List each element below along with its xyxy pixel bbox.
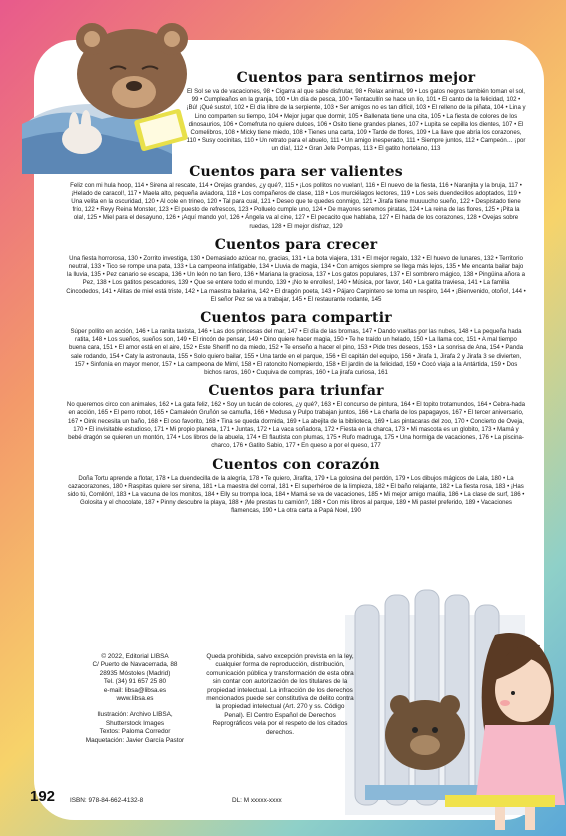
publisher-credits: [70, 653, 200, 745]
section-story-list: El Sol se va de vacaciones, 98 • Cigarra al que sabe disfrutar, 98 • Relax animal, 99 • Los gatos negros también toman el sol, 99 • Cumpleaños en la granja, 100 • Un día de pesca, 100 • Tentacullín se hace un lío, 101 • El canto de la felicidad, 102 • ¡Bú! ¡Qué susto!, 102 • El día libre de la serpiente, 103 • Ser amigos no es tan difícil, 103 • El relleno de la piñata, 104 • Lina y Lino comparten su tiempo, 104 • Mejor jugar que dormir, 105 • Ballenata tiene una cita, 105 • La fiesta de colores de los dinosaurios, 106 • Comefruta no quiere dulces, 106 • Osito tiene grandes planes, 107 • Lupita se cepilla los dientes, 107 • El Comelibros, 108 • Micky tiene miedo, 108 • Tienes una carta, 109 • Tarde de tfores, 109 • La llave que abría los corazones, 110 • Susy cocinitas, 110 • Un retrato para el abuelo, 111 • Un amigo inesperado, 111 • Siempre juntos, 112 • Campeón… ¡por un día!, 112 • Gran Jefe Pompas, 113 • El gatito hortelano, 113: [186, 88, 526, 153]
girl-reading-illustration: [345, 585, 565, 835]
credit-line: Maquetación: Javier García Pastor: [85, 736, 185, 744]
section-title: Cuentos para sentirnos mejor: [236, 70, 476, 86]
section-compartir: [66, 310, 526, 377]
section-story-list: Feliz con mi hula hoop, 114 • Sirena al rescate, 114 • Orejas grandes, ¿y qué?, 115 • ¡Los pollitos no vuelan!, 116 • El nuevo de la fiesta, 116 • Naranjita y la bruja, 117 • ¡Helado de caracol!, 117 • Maela alto, pequeña aviadora, 118 • Los compañeros de clase, 118 • Los murciélagos lectores, 119 • Los seis duendecillos adoptados, 119 • Una velita en la oscuridad, 120 • Al cole en trineo, 120 • Tal para cual, 121 • Deseo que te quedes conmigo, 121 • Jirafa tiene muuuucho sueño, 122 • Despistado tiene frío, 122 • Reyy Reina Monster, 123 • El puesto de refrescos, 123 • Polluelo cumple uno, 124 • De mayores seremos piratas, 124 • La reina de las flores, 125 • ¡Pita la ola!, 125 • Miel para el desayuno, 126 • ¡Aquí mando yo!, 126 • Ángela va al cine, 127 • El pecacito que hablaba, 127 • El hada de los corazones, 128 • Ovejas sobre ruedas, 128 • El mejor disfraz, 129: [70, 181, 522, 230]
story-index: [66, 70, 526, 522]
credit-line: Tel. (34) 91 657 25 80: [103, 678, 167, 686]
section-sentirnos-mejor: [66, 70, 526, 154]
credit-line: 28935 Móstoles (Madrid): [99, 669, 171, 677]
credit-line: www.libsa.es: [116, 695, 154, 703]
section-title: Cuentos para triunfar: [208, 383, 384, 400]
section-triunfar: [66, 383, 526, 450]
page-number: 192: [30, 788, 56, 805]
section-ser-valientes: [66, 164, 526, 231]
section-title: Cuentos con corazón: [212, 456, 380, 473]
credit-line: C/ Puerto de Navacerrada, 88: [92, 661, 178, 669]
legal-deposit: DL: M xxxxx-xxxx: [232, 797, 282, 804]
section-story-list: No queremos circo con animales, 162 • La gata feliz, 162 • Soy un tucán de colores, ¿y qué?, 163 • El concurso de pintura, 164 • El topito trotamundos, 164 • Cebra-hada en acción, 165 • El perro robot, 165 • Camaleón Gruñón se camufla, 166 • Medusa y Pulpo trabajan juntos, 166 • La charla de los papagayos, 167 • El tercer aniversario, 167 • Oink necesita un baño, 168 • El oso favorito, 168 • Tina se queda dormida, 169 • La abejita de la biblioteca, 169 • Las pintacaras del zoo, 170 • Concierto de Oveja, 170 • El invisitable estudioso, 171 • Mi propio planeta, 171 • Juntas, 172 • La vaca soñadora, 172 • Fiesta en la charca, 173 • Mi mascota es un globito, 173 • Mamá y bebé dragón se quieren un montón, 174 • Los libros de la abuela, 174 • El flautista con plumas, 175 • Rufo madruga, 175 • Una hormiga de vacaciones, 176 • La piscina-charco, 176 • Gatito Sabio, 177 • En queso a por el queso, 177: [66, 401, 526, 450]
credit-line: e-mail: libsa@libsa.es: [103, 686, 167, 694]
section-title: Cuentos para ser valientes: [189, 163, 403, 180]
section-story-list: Súper pollito en acción, 146 • La ranita taxista, 146 • Las dos princesas del mar, 147 • El día de las bromas, 147 • Dando vueltas por las nubes, 148 • La pequeña hada ratita, 148 • Los sueños, sueños son, 149 • El rincón de pensar, 149 • Dino quiere hacer magia, 150 • Te he traído un helado, 150 • La llama coc, 151 • A mal tiempo buena cara, 151 • El amor está en el aire, 152 • Este Sheriff no da miedo, 152 • Te enseño a hacer el pino, 153 • Pide tres deseos, 153 • La sonrisa de Ana, 154 • Panda sale rodando, 154 • Caty la astronauta, 155 • Solo quiero bailar, 155 • Una tarde en el parque, 156 • El capitán del equipo, 156 • Jirafa 1, Jirafa 2 y Jirafa 3 se divierten, 157 • Sinfonía en mayor menor, 157 • La campeona de Mimí, 158 • El ratoncito Nomepierdo, 158 • El jardín de la felicidad, 159 • Cocó viaja a la Antártida, 159 • Dos bichos raros, 160 • Cuquiva de compras, 160 • La jirafa curiosa, 161: [69, 328, 523, 377]
credit-line: Textos: Paloma Corredor: [99, 728, 171, 736]
section-title: Cuentos para crecer: [214, 236, 378, 253]
section-story-list: Doña Tortu aprende a flotar, 178 • La duendecilla de la alegría, 178 • Te quiero, Jirafita, 179 • La golosina del perdón, 179 • Los dibujos mágicos de Lala, 180 • La cazacorazones, 180 • Raspitas quiere ser sirena, 181 • La maestra del corral, 181 • El superhéroe de la limpieza, 182 • El baño relajante, 182 • La fiesta rosa, 183 • ¡Has sido tú, Comilón!, 183 • La vacuna de los monitos, 184 • Elly su trompa loca, 184 • Mamá se va de vacaciones, 185 • Mi mejor amigo maúlla, 186 • La clase de surf, 186 • Golosita y el chocolate, 187 • Pinny descubre la playa, 188 • ¡Me prestas tu camión?, 188 • Con mis libros al parque, 189 • Mi pastel preferido, 189 • Vacaciones flamencas, 190 • La otra carta a Papá Noel, 190: [67, 474, 525, 515]
credit-line: Ilustración: Archivo LIBSA,: [97, 711, 173, 719]
legal-notice: Queda prohibida, salvo excepción prevista en la ley, cualquier forma de reproducción, distribución, comunicación pública y transformación de esta obra sin contar con autorización de los titulares de la propiedad intelectual. La infracción de los derechos mencionados puede ser constitutiva de delito contra la propiedad intelectual (Art. 270 y ss. Código Penal). El Centro Español de Derechos Reprográficos vela por el respeto de los citados derechos.: [206, 653, 354, 736]
credit-line: © 2022, Editorial LIBSA: [101, 653, 169, 660]
spacer: [70, 703, 200, 711]
section-con-corazon: [66, 457, 526, 516]
section-crecer: [66, 237, 526, 304]
section-story-list: Una fiesta horrorosa, 130 • Zorrito investiga, 130 • Demasiado azúcar no, gracias, 131 • La bota viajera, 131 • El mejor regalo, 132 • El huevo de lunares, 132 • Territorio neutral, 133 • Tico se rompe una pata, 133 • La campeona infatigable, 134 • Lluvia de magia, 134 • Con amigos siempre se llega más lejos, 135 • Me encanta bailar bajo la lluvia, 135 • Pez canario se escapa, 136 • Un león no tan fiero, 136 • Mariana la graciosa, 137 • Los gatos populares, 137 • El sombrero mágico, 138 • Pingüina añora a Pez, 138 • Los gatitos pescadores, 139 • Que se entere todo el mundo, 139 • ¡No te enrolles!, 140 • Música, por favor, 140 • La gatita traviesa, 141 • La familia Cincodedos, 141 • Alitas de miel está triste, 142 • La maestra bailarina, 142 • El dragón poeta, 143 • Pájaro Carpintero se toma un respiro, 144 • ¡Bienvenido, otoño!, 144 • El señor Pez se va a trabajar, 145 • El restaurante rodante, 145: [66, 254, 526, 303]
section-title: Cuentos para compartir: [200, 310, 392, 327]
isbn: ISBN: 978-84-662-4132-8: [70, 797, 144, 804]
credit-line: Shutterstock Images: [105, 719, 165, 727]
